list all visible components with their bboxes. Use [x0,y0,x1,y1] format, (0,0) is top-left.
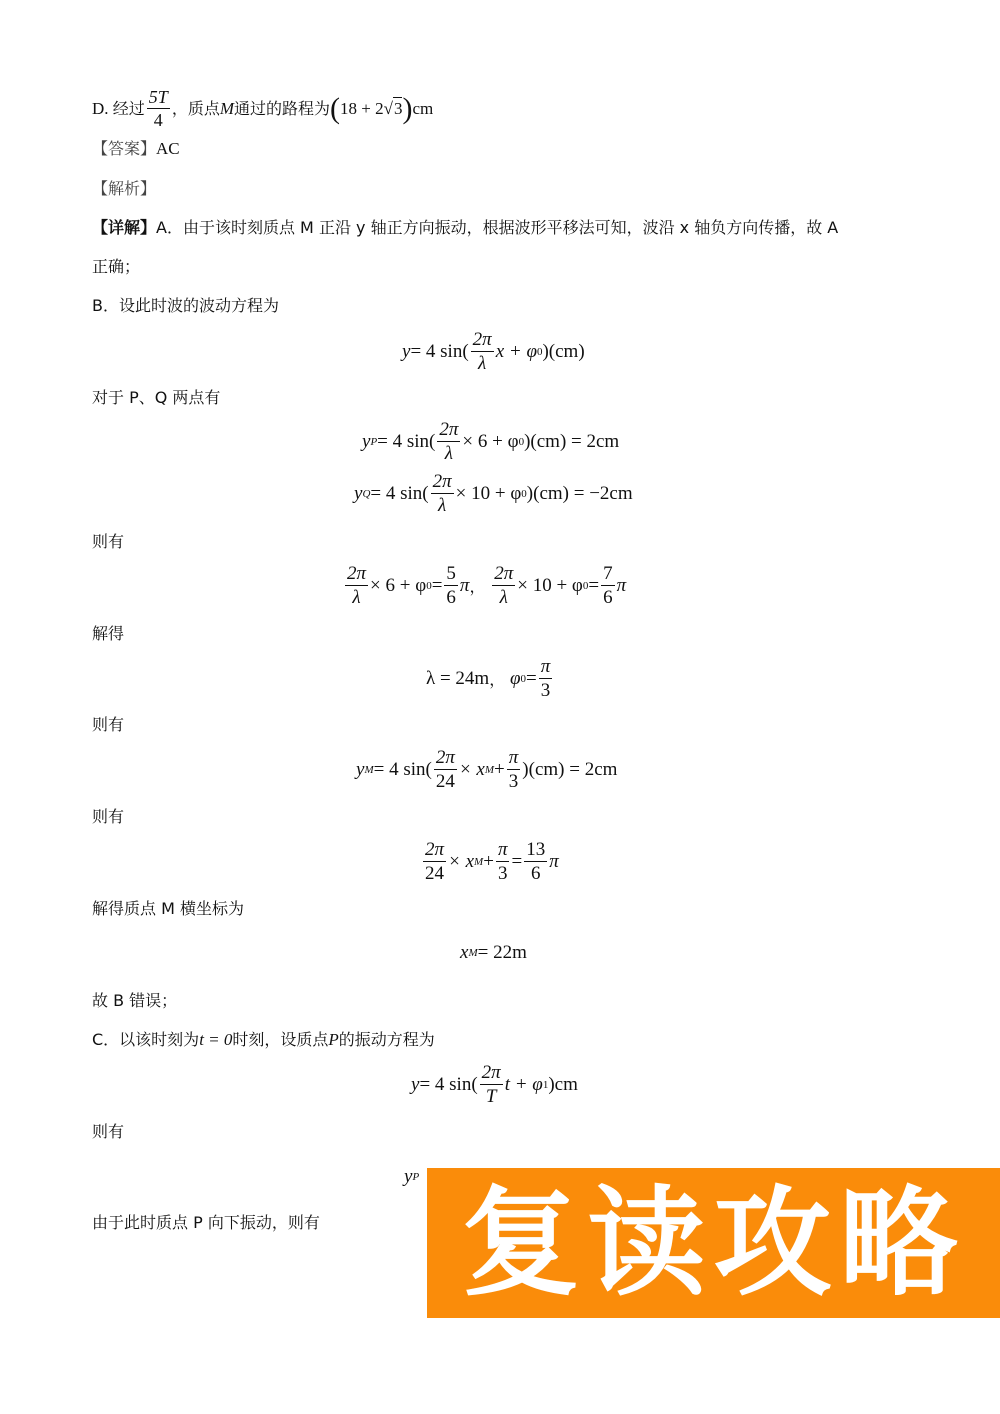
then-1: 则有 [92,532,125,551]
equation-yp: y P = 4 sin( $\frac{2\pi}{\lambda}$ × 6 + φ 0 )(cm) = 2cm [362,419,620,464]
wave-equation: y = 4 sin( $\frac{2\pi}{\lambda}$ x + φ 0 )(cm) [402,329,585,374]
solve-2: 解得质点 M 横坐标为 [92,899,244,918]
analysis-label: 【解析】 [92,179,157,198]
equation-ym: y M = 4 sin( $\frac{2\pi}{24}$ × x M + $\frac{\pi}{3}$ )(cm) = 2cm [356,747,618,792]
watermark-text: 复读攻略 [461,1174,966,1312]
watermark-banner [427,1168,1000,1318]
var-m: M [219,98,234,118]
answer-line [92,138,180,160]
equation-yp-partial: y P [404,1166,420,1187]
equation-system: $\frac{2\pi}{\lambda}$ × 6 + φ 0 = $\frac{5}{6}$ π ， $\frac{2\pi}{\lambda}$ × 10 + φ 0 = $\frac{7}{6}$ π [347,563,627,608]
detail-line-2: 正确； [92,257,141,276]
answer-value: AC [156,139,180,158]
solve-1: 解得 [92,624,125,643]
equation-xm-value: x M = 22m [460,942,527,963]
fraction-5t-4: $\frac{5T}{4}$ [148,87,168,130]
detail-label: 【详解】 [92,218,157,237]
answer-label: 【答案】 [92,139,157,158]
part-c-intro: C．以该时刻为t = 0时刻，设质点P的振动方程为 [92,1030,435,1049]
vibration-equation: y = 4 sin( $\frac{2\pi}{T}$ t + φ 1 )cm [411,1062,578,1107]
option-d-text-before: 经过 [112,98,145,118]
then-c: 则有 [92,1122,125,1141]
equation-yq: y Q = 4 sin( $\frac{2\pi}{\lambda}$ × 10 + φ 0 )(cm) = −2cm [354,471,633,516]
detail-line-1: 【详解】A．由于该时刻质点 M 正沿 y 轴正方向振动，根据波形平移法可知，波沿 x 轴负方向传播，故 A [92,218,839,237]
then-2: 则有 [92,715,125,734]
equation-xm: $\frac{2\pi}{24}$ × x M + $\frac{\pi}{3}$ = $\frac{13}{6}$ π [425,839,559,884]
pq-intro: 对于 P、Q 两点有 [92,388,221,407]
then-3: 则有 [92,807,125,826]
conclusion-b: 故 B 错误； [92,991,178,1010]
option-d-label: D. [92,98,109,118]
part-b-intro: B．设此时波的波动方程为 [92,296,279,315]
part-c-next: 由于此时质点 P 向下振动，则有 [92,1213,320,1232]
option-d: D. 经过 $\frac{5T}{4}$ ，质点 M 通过的路程为 ( 18 + 2 √ 3 ) cm [92,87,434,130]
solution-lambda-phi: λ = 24m ， φ 0 = $\frac{\pi}{3}$ [426,656,551,701]
